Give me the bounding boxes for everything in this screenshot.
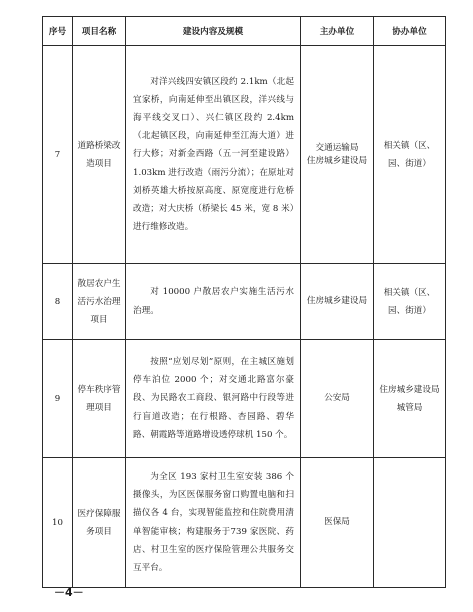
row-content: 对 10000 户散居农户实施生活污水治理。 bbox=[126, 264, 301, 340]
row-content: 按照“应划尽划”原则，在主城区施划停车泊位 2000 个；对交通北路富尔豪段、为民路农工商段、银河路中行段等进行盲道改造；在行根路、杏园路、碧华路、朝霞路等道路增设透停球机 150 个。 bbox=[126, 340, 301, 458]
row-serial: 8 bbox=[43, 264, 73, 340]
row-serial: 10 bbox=[43, 458, 73, 588]
row-lead-unit bbox=[301, 340, 374, 458]
lead-unit-line: 住房城乡建设局 bbox=[306, 155, 368, 166]
row-content: 为全区 193 家村卫生室安装 386 个摄像头，为区医保服务窗口购置电脑和扫描仪各 4 台，实现智能监控和住院费用清单智能审核；构建服务于739 家医院、药店、村卫生室的医疗保险管理公共服务交互平台。 bbox=[126, 458, 301, 588]
header-co-unit: 协办单位 bbox=[374, 17, 446, 46]
row-co-unit: 住房城乡建设局城管局 bbox=[374, 340, 446, 458]
row-lead-unit bbox=[301, 46, 374, 264]
project-table bbox=[42, 16, 446, 588]
page-number: －4－ bbox=[54, 586, 84, 599]
table-row bbox=[43, 46, 446, 264]
header-serial: 序号 bbox=[43, 17, 73, 46]
header-lead-unit: 主办单位 bbox=[301, 17, 374, 46]
table-row bbox=[43, 264, 446, 340]
row-project-name: 停车秩序管理项目 bbox=[73, 340, 126, 458]
row-lead-unit bbox=[301, 458, 374, 588]
row-co-unit: 相关镇（区、园、街道） bbox=[374, 46, 446, 264]
table-row bbox=[43, 458, 446, 588]
row-serial: 7 bbox=[43, 46, 73, 264]
lead-unit-line: 医保局 bbox=[324, 517, 350, 527]
row-content: 对洋兴线四安镇区段约 2.1km（北起宜家桥，向南延伸至出镇区段，洋兴线与海平线交叉口）、兴仁镇区段约 2.4km（北起镇区段，向南延伸至江海大道）进行大修；对新金西路（五一河至建设路）1.03km 进行改造（雨污分流）；在原址对刘桥英雄大桥按原高度、原宽度进行危桥改造；对大庆桥（桥梁长 45 米，宽 8 米）进行维修改造。 bbox=[126, 46, 301, 264]
row-project-name: 散居农户生活污水治理项目 bbox=[73, 264, 126, 340]
row-co-unit: 相关镇（区、园、街道） bbox=[374, 264, 446, 340]
lead-unit-line: 住房城乡建设局 bbox=[306, 296, 368, 306]
row-serial: 9 bbox=[43, 340, 73, 458]
table-header-row bbox=[43, 17, 446, 46]
row-lead-unit bbox=[301, 264, 374, 340]
header-content: 建设内容及规模 bbox=[126, 17, 301, 46]
row-co-unit bbox=[374, 458, 446, 588]
row-project-name: 医疗保障服务项目 bbox=[73, 458, 126, 588]
lead-unit-line: 交通运输局 bbox=[315, 142, 359, 153]
row-project-name: 道路桥梁改造项目 bbox=[73, 46, 126, 264]
lead-unit-line: 公安局 bbox=[324, 393, 350, 403]
table-row bbox=[43, 340, 446, 458]
header-project-name: 项目名称 bbox=[73, 17, 126, 46]
